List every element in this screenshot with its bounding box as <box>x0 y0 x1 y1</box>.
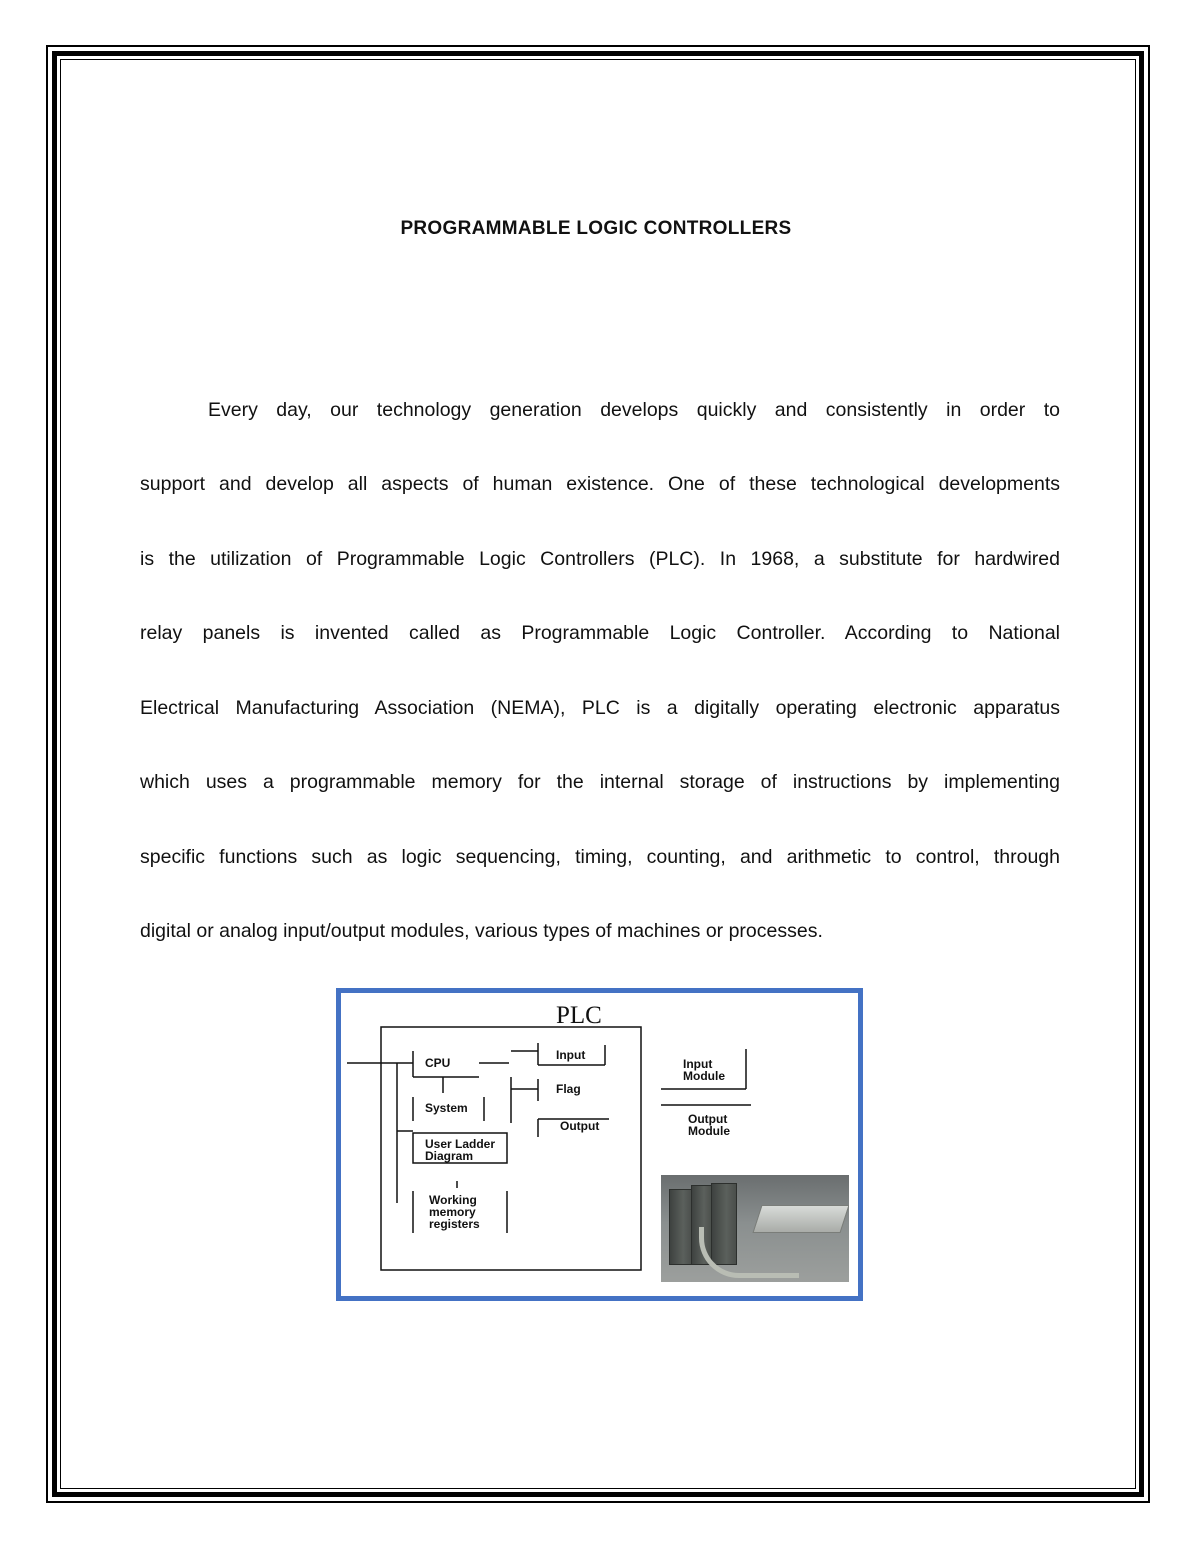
cpu-label: CPU <box>425 1056 451 1070</box>
working-memory-label: registers <box>429 1217 480 1231</box>
input-label: Input <box>556 1048 586 1062</box>
input-module-label: Module <box>683 1069 725 1083</box>
document-title: PROGRAMMABLE LOGIC CONTROLLERS <box>400 218 792 239</box>
paragraph-line: Electrical Manufacturing Association (NEMA), PLC is a digitally operating electronic apparatus <box>140 697 1060 719</box>
plc-figure <box>336 988 863 1301</box>
output-label: Output <box>560 1119 600 1133</box>
plc-module-image <box>669 1189 693 1265</box>
working-memory-label: Working <box>429 1193 477 1207</box>
plc-box <box>381 1027 641 1270</box>
output-module-label: Output <box>688 1112 728 1126</box>
user-ladder-label: User Ladder <box>425 1137 496 1151</box>
system-label: System <box>425 1101 468 1115</box>
plc-heading: PLC <box>556 1002 602 1029</box>
plc-hardware-photo <box>661 1175 849 1282</box>
input-module-label: Input <box>683 1057 713 1071</box>
paragraph-line: Every day, our technology generation develops quickly and consistently in order to <box>208 399 1060 421</box>
flag-label: Flag <box>556 1082 581 1096</box>
output-module-label: Module <box>688 1124 730 1138</box>
paragraph-line: support and develop all aspects of human existence. One of these technological developments <box>140 473 1060 495</box>
paragraph-line: is the utilization of Programmable Logic Controllers (PLC). In 1968, a substitute for hardwired <box>140 548 1060 570</box>
paragraph-line: digital or analog input/output modules, various types of machines or processes. <box>140 920 823 942</box>
paragraph-line: specific functions such as logic sequencing, timing, counting, and arithmetic to control, through <box>140 846 1060 868</box>
paragraph-line: which uses a programmable memory for the internal storage of instructions by implementing <box>140 771 1060 793</box>
paragraph-line: relay panels is invented called as Programmable Logic Controller. According to National <box>140 622 1060 644</box>
user-ladder-label: Diagram <box>425 1149 474 1163</box>
working-memory-label: memory <box>429 1205 476 1219</box>
cable-image <box>699 1227 799 1278</box>
